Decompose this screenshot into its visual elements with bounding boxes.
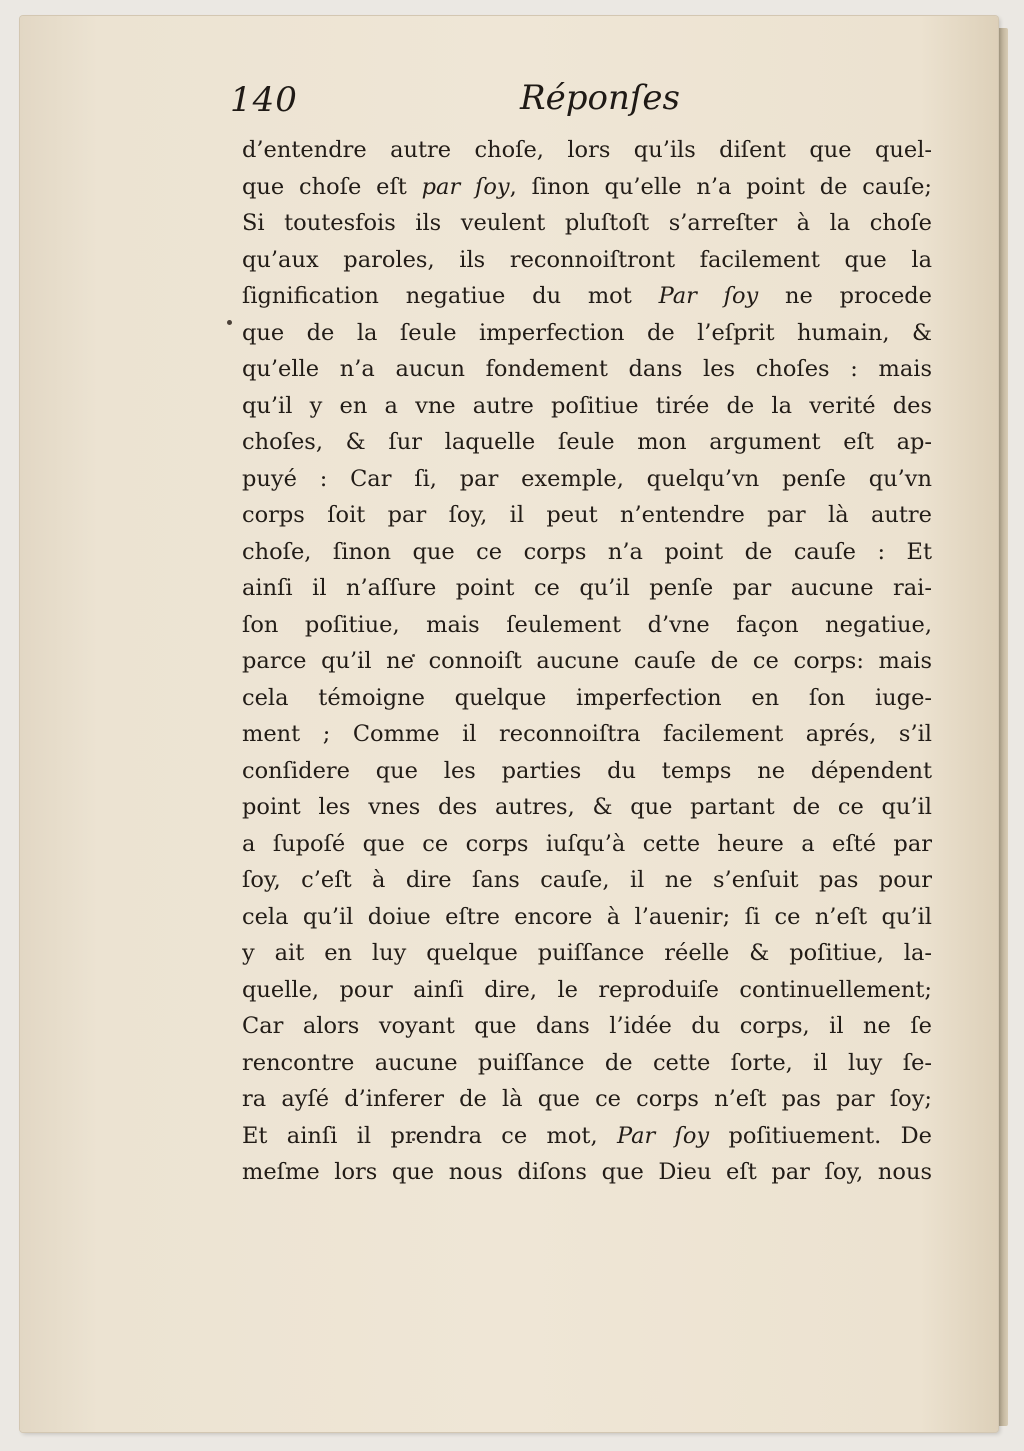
text-line: choſe, ſinon que ce corps n’a point de cauſe : Et (242, 538, 932, 565)
text-line: point les vnes des autres, & que partant de ce qu’il (242, 794, 932, 820)
italic-phrase: Par ſoy (658, 283, 759, 309)
text-line: Car alors voyant que dans l’idée du corps, il ne ſe (242, 1013, 932, 1039)
text-line: Et ainſi il prendra ce mot, Par ſoy poſitiuement. De (242, 1122, 932, 1149)
text-line: que de la ſeule imperfection de l’eſprit humain, & (242, 319, 932, 346)
page-header (230, 78, 930, 128)
text-line: ſoy, c’eſt à dire ſans cauſe, il ne s’enſuit pas pour (242, 867, 932, 893)
text-line: que choſe eſt par ſoy, ſinon qu’elle n’a point de cauſe; (242, 173, 932, 200)
text-line: ment ; Comme il reconnoiſtra facilement aprés, s’il (242, 721, 932, 747)
text-line: Si toutesfois ils veulent pluſtoſt s’arreſter à la choſe (242, 210, 932, 236)
italic-phrase: Par ſoy (616, 1122, 710, 1149)
text-line: ſon poſitiue, mais ſeulement d’vne façon negatiue, (242, 611, 932, 638)
text-line: cela témoigne quelque imperfection en ſon iuge- (242, 684, 932, 711)
text-line: parce qu’il ne connoiſt aucune cauſe de ce corps: mais (242, 648, 932, 674)
page-number: 140 (230, 80, 298, 120)
text-line: rencontre aucune puiſſance de cette ſorte, il luy ſe- (242, 1049, 932, 1076)
text-line: y ait en luy quelque puiſſance réelle & poſitiue, la- (242, 940, 932, 966)
text-line: d’entendre autre choſe, lors qu’ils diſent que quel- (242, 137, 932, 163)
text-line: puyé : Car ſi, par exemple, quelqu’vn penſe qu’vn (242, 465, 932, 492)
text-line: qu’elle n’a aucun fondement dans les choſes : mais (242, 356, 932, 382)
text-line: corps ſoit par ſoy, il peut n’entendre par là autre (242, 502, 932, 528)
text-line: conſidere que les parties du temps ne dépendent (242, 757, 932, 784)
text-line: choſes, & ſur laquelle ſeule mon argument eſt ap- (242, 429, 932, 455)
text-line: meſme lors que nous diſons que Dieu eſt par ſoy, nous (242, 1159, 932, 1185)
text-line: ainſi il n’aſſure point ce qu’il penſe par aucune rai- (242, 575, 932, 601)
italic-phrase: par ſoy (421, 173, 510, 200)
body-text (242, 132, 932, 1191)
text-line: qu’aux paroles, ils reconnoiſtront facilement que la (242, 246, 932, 273)
ink-speck (227, 320, 232, 325)
running-head: Réponſes (520, 78, 681, 118)
text-line: cela qu’il doiue eſtre encore à l’auenir; ſi ce n’eſt qu’il (242, 903, 932, 930)
text-line: qu’il y en a vne autre poſitiue tirée de la verité des (242, 392, 932, 419)
text-line: a ſupoſé que ce corps iuſqu’à cette heure a eſté par (242, 830, 932, 857)
text-line: ſignification negatiue du mot Par ſoy ne procede (242, 283, 932, 309)
text-line: ra ayſé d’inferer de là que ce corps n’eſt pas par ſoy; (242, 1086, 932, 1112)
text-line: quelle, pour ainſi dire, le reproduiſe continuellement; (242, 976, 932, 1003)
